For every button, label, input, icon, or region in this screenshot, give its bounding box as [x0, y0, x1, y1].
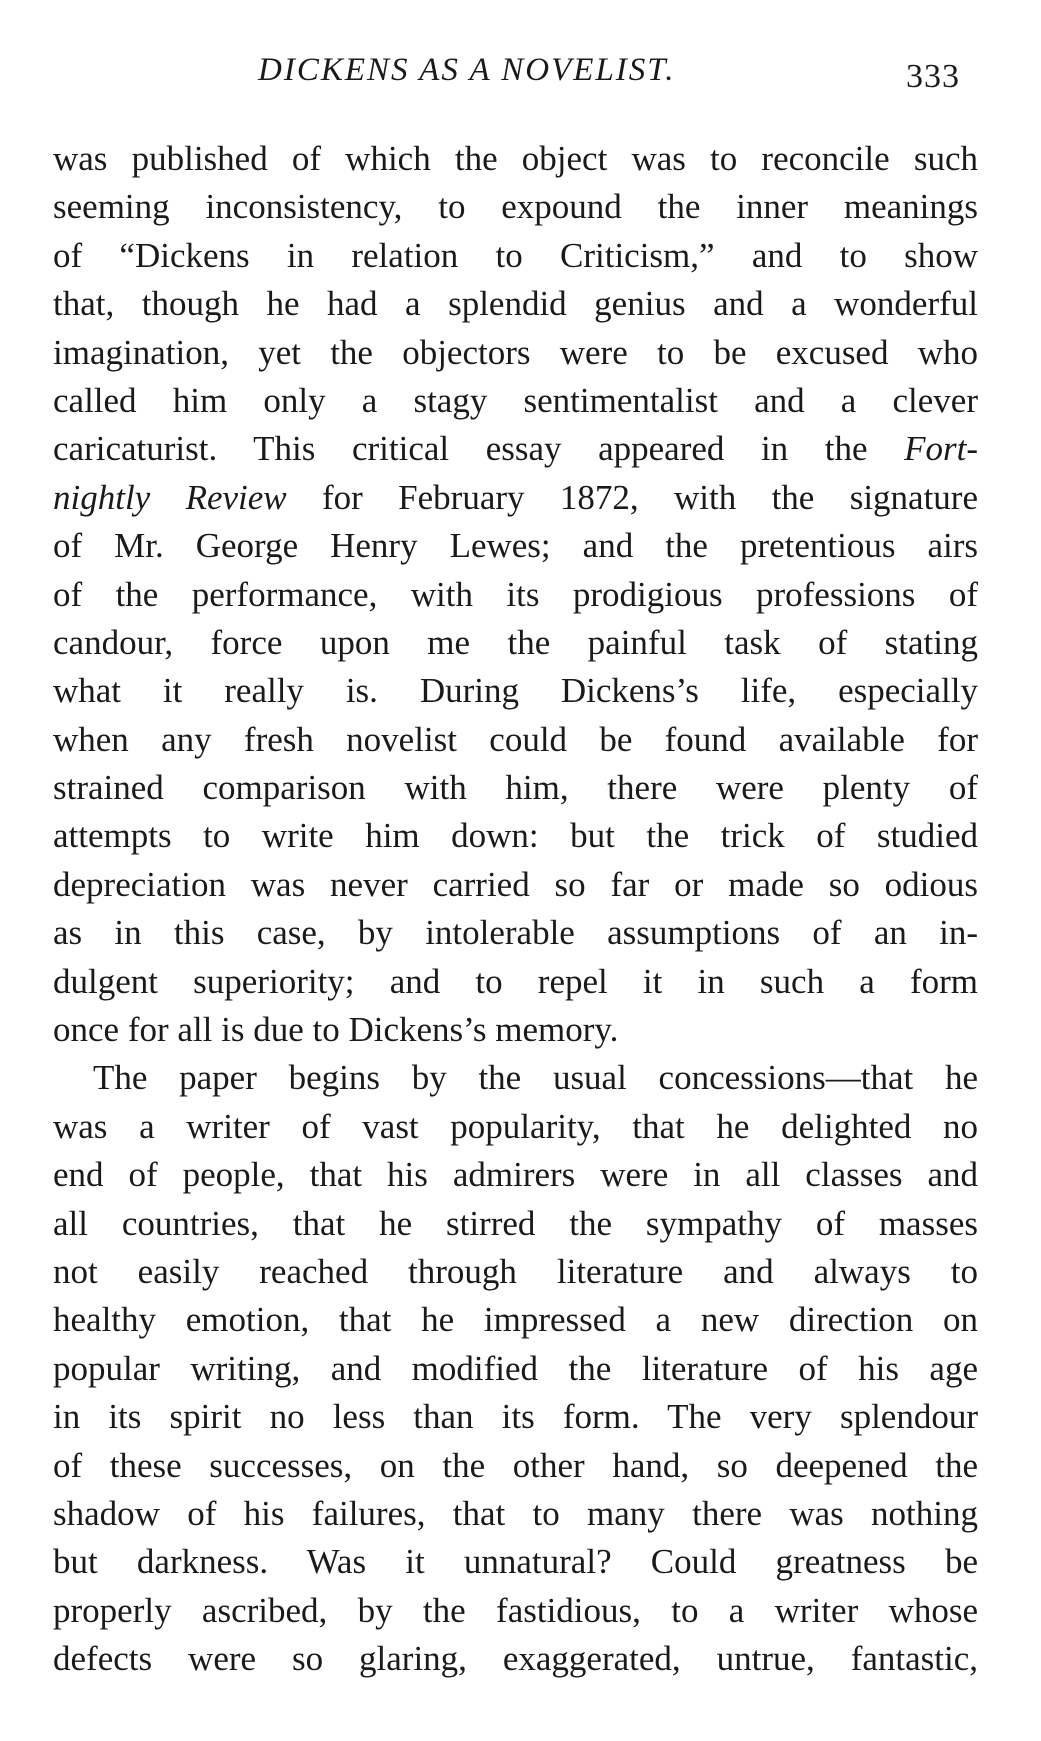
text-line: was a writer of vast popularity, that he delighted no	[53, 1106, 978, 1146]
italic-text: nightly Review	[53, 477, 287, 517]
italic-text: Fort-	[904, 429, 978, 469]
text-line: all countries, that he stirred the sympathy of masses	[53, 1203, 978, 1243]
text-line: The paper begins by the usual concessions—that he	[93, 1058, 978, 1098]
running-title: DICKENS AS A NOVELIST.	[258, 52, 676, 88]
text-line: when any fresh novelist could be found available for	[53, 719, 978, 759]
text-line: but darkness. Was it unnatural? Could greatness be	[53, 1542, 978, 1582]
page-number: 333	[906, 58, 960, 95]
text-line: was published of which the object was to reconcile such	[53, 139, 978, 178]
text-line: in its spirit no less than its form. The very splendour	[53, 1397, 978, 1437]
text-line: candour, force upon me the painful task of stating	[53, 622, 978, 662]
text-line: what it really is. During Dickens’s life, especially	[53, 671, 978, 711]
text-line: shadow of his failures, that to many there was nothing	[53, 1493, 978, 1533]
text-line: caricaturist. This critical essay appeared in the Fort-	[53, 429, 978, 469]
text-line: nightly Review for February 1872, with the signature	[53, 477, 978, 517]
body-text	[53, 135, 978, 1684]
text-line: seeming inconsistency, to expound the inner meanings	[53, 187, 978, 227]
text-line: depreciation was never carried so far or made so odious	[53, 864, 978, 904]
text-line: once for all is due to Dickens’s memory.	[53, 1010, 619, 1050]
text-line: of “Dickens in relation to Criticism,” and to show	[53, 235, 978, 275]
text-line: strained comparison with him, there were plenty of	[53, 768, 978, 808]
text-line: that, though he had a splendid genius and a wonderful	[53, 284, 978, 324]
text-line: healthy emotion, that he impressed a new direction on	[53, 1300, 978, 1340]
text-line: defects were so glaring, exaggerated, untrue, fantastic,	[53, 1639, 978, 1679]
text-line: of these successes, on the other hand, so deepened the	[53, 1445, 978, 1485]
text-line: of the performance, with its prodigious professions of	[53, 574, 978, 614]
text-line: attempts to write him down: but the trick of studied	[53, 816, 978, 856]
text-line: imagination, yet the objectors were to be excused who	[53, 332, 978, 372]
text-line: called him only a stagy sentimentalist and a clever	[53, 380, 978, 420]
text-line: properly ascribed, by the fastidious, to a writer whose	[53, 1590, 978, 1630]
text-line: as in this case, by intolerable assumptions of an in-	[53, 913, 978, 953]
text-line: of Mr. George Henry Lewes; and the pretentious airs	[53, 526, 978, 566]
running-head	[0, 52, 1041, 102]
text-line: not easily reached through literature and always to	[53, 1251, 978, 1291]
text-line: end of people, that his admirers were in all classes and	[53, 1155, 978, 1195]
text-line: popular writing, and modified the literature of his age	[53, 1348, 978, 1388]
text-line: dulgent superiority; and to repel it in such a form	[53, 961, 978, 1001]
